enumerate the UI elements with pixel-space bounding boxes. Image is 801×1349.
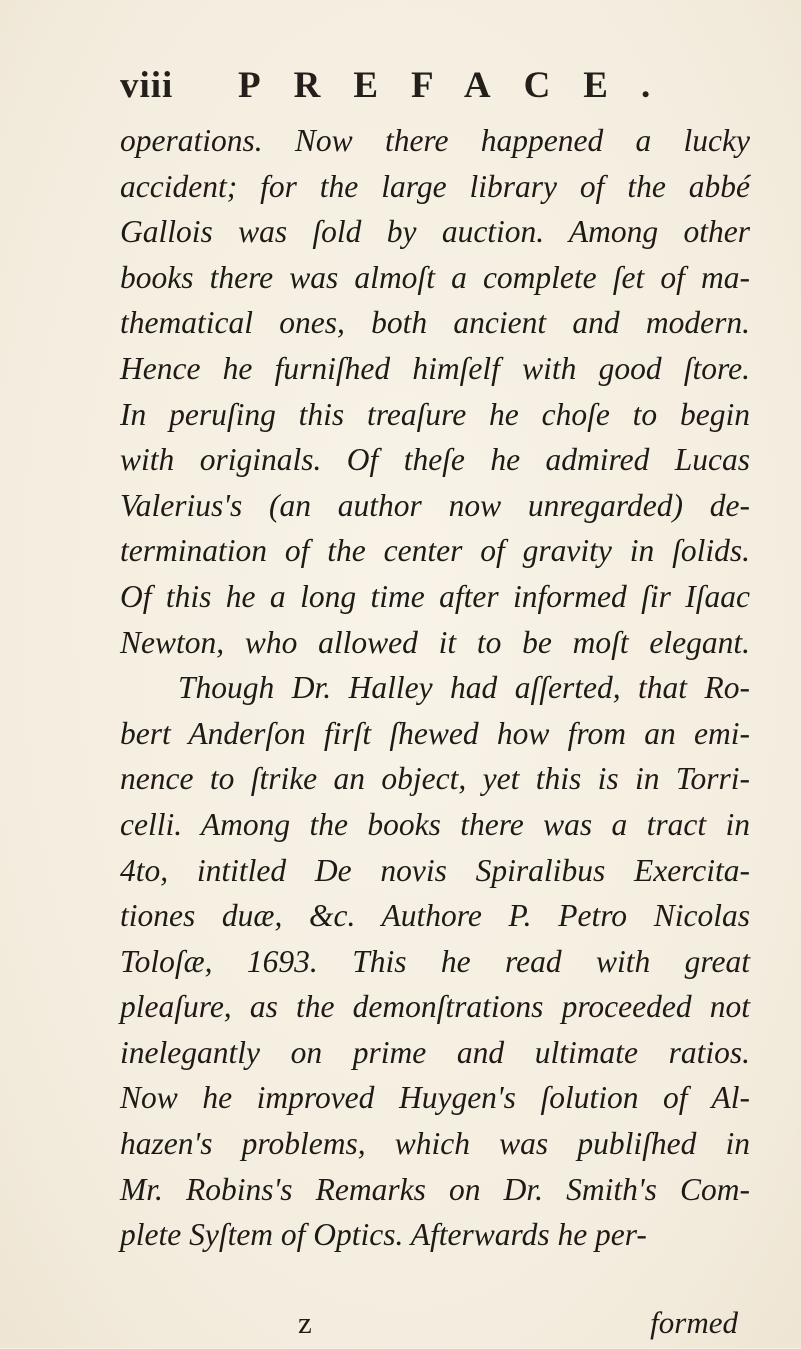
catchword: formed: [650, 1305, 738, 1340]
text-line: bert Anderſon firſt ſhewed how from an emi-: [120, 715, 750, 751]
text-line: books there was almoſt a complete ſet of ma-: [120, 259, 750, 295]
text-line: Gallois was ſold by auction. Among other: [120, 214, 750, 250]
text-line: with originals. Of theſe he admired Lucas: [120, 442, 750, 478]
text-line: Mr. Robins's Remarks on Dr. Smith's Com-: [120, 1171, 750, 1207]
body-text: [120, 118, 750, 1258]
page-number: viii: [120, 65, 174, 106]
text-line: Valerius's (an author now unregarded) de-: [120, 487, 750, 523]
text-line: In peruſing this treaſure he choſe to begin: [120, 396, 750, 432]
text-line: tiones duæ, &c. Authore P. Petro Nicolas: [120, 898, 750, 934]
text-line: thematical ones, both ancient and modern.: [120, 305, 750, 341]
text-line: hazen's problems, which was publiſhed in: [120, 1126, 750, 1162]
text-line: Toloſæ, 1693. This he read with great: [120, 943, 750, 979]
page-footer: [120, 1305, 738, 1349]
running-head: [120, 64, 740, 114]
text-line: celli. Among the books there was a tract in: [120, 806, 750, 842]
signature-mark: z: [298, 1305, 312, 1340]
text-line: inelegantly on prime and ultimate ratios.: [120, 1034, 750, 1070]
text-line: Now he improved Huygen's ſolution of Al-: [120, 1080, 750, 1116]
text-line: 4to, intitled De novis Spiralibus Exercita-: [120, 852, 750, 888]
running-title: PREFACE.: [238, 65, 684, 106]
text-line: Of this he a long time after informed ſir Iſaac: [120, 578, 750, 614]
text-line: pleaſure, as the demonſtrations proceeded not: [120, 989, 750, 1025]
text-line: nence to ſtrike an object, yet this is in Torri-: [120, 761, 750, 797]
text-line: plete Syſtem of Optics. Afterwards he per-: [120, 1217, 647, 1253]
text-line: Hence he furniſhed himſelf with good ſtore.: [120, 350, 750, 386]
text-line: Though Dr. Halley had aſſerted, that Ro-: [178, 670, 750, 706]
text-line: accident; for the large library of the abbé: [120, 168, 750, 204]
text-line: Newton, who allowed it to be moſt elegant.: [120, 624, 750, 660]
text-line: operations. Now there happened a lucky: [120, 123, 750, 158]
text-line: termination of the center of gravity in ſolids.: [120, 533, 750, 569]
